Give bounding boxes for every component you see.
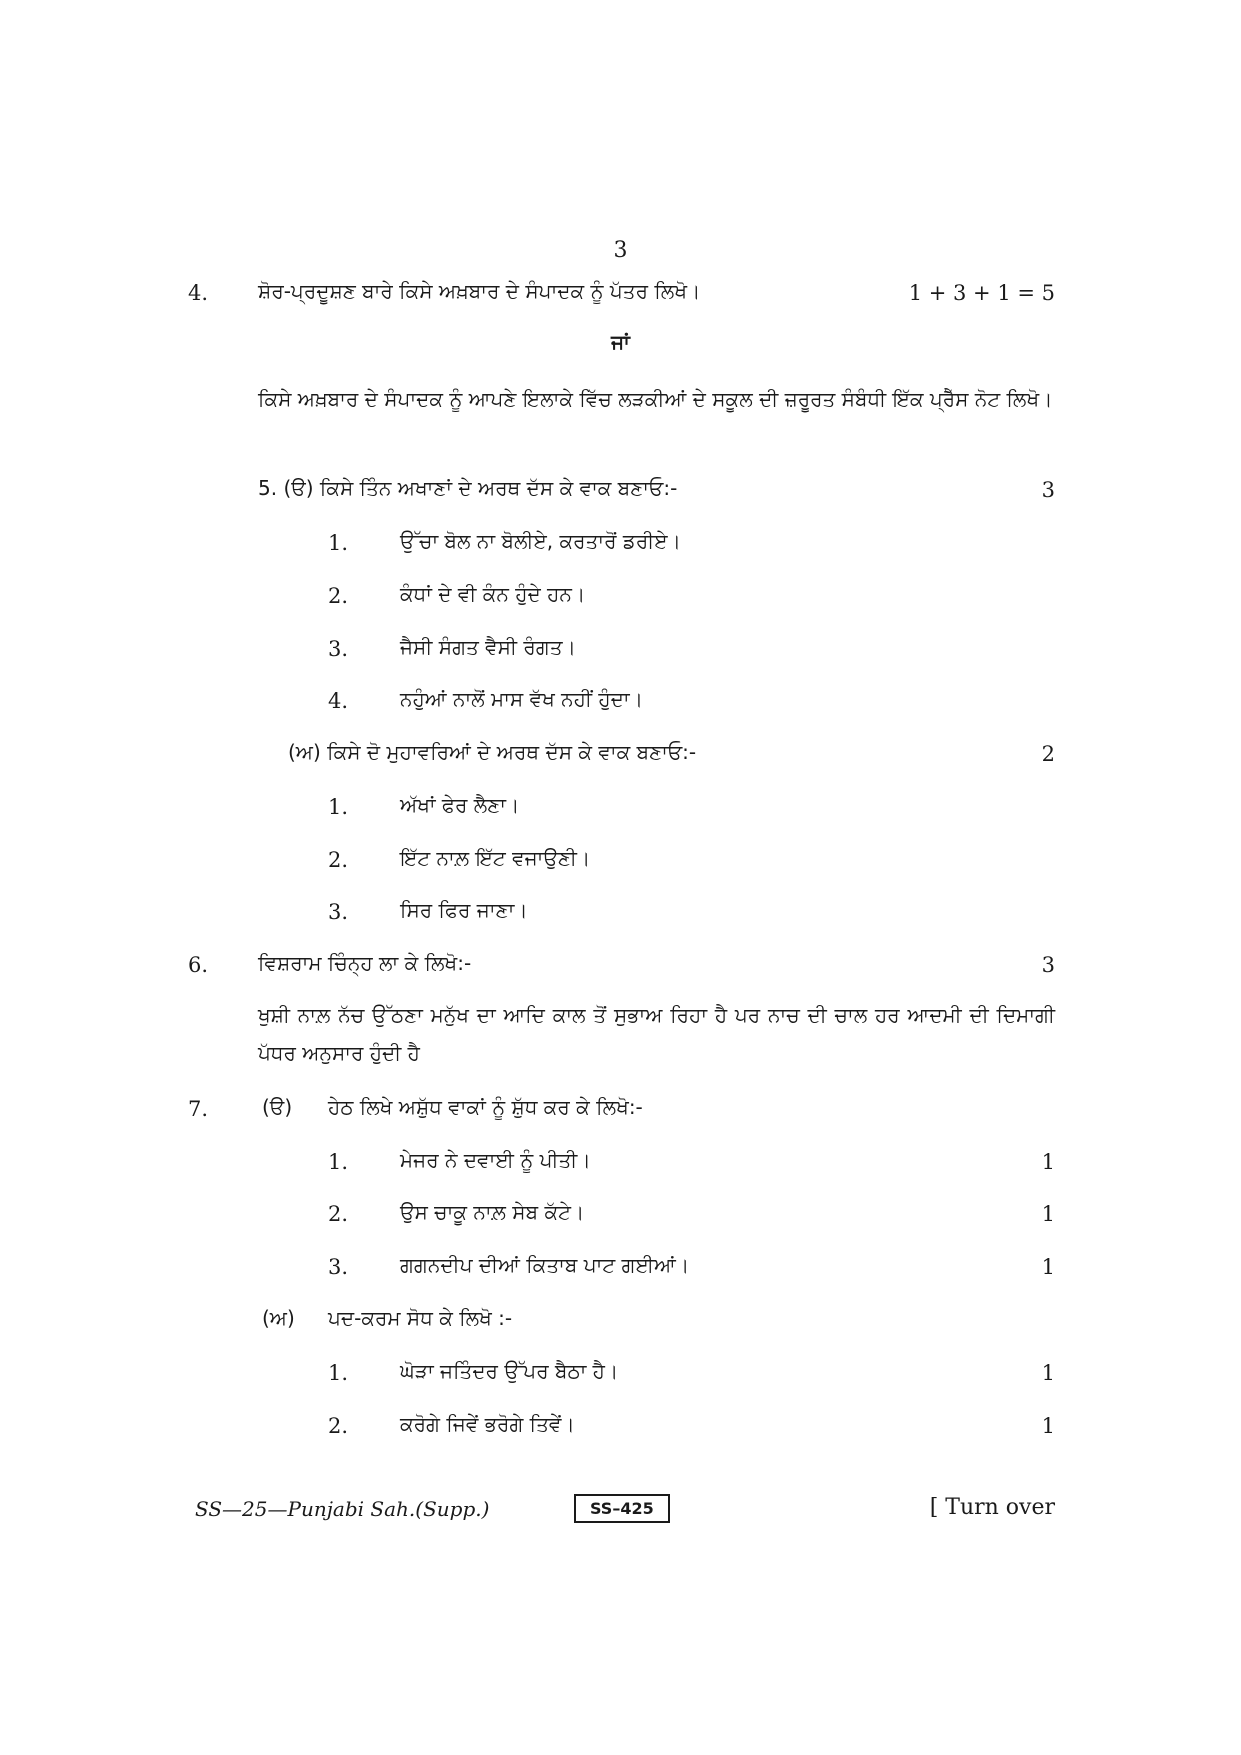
list-item-number: 3.	[328, 900, 349, 924]
question-4-marks: 1 + 3 + 1 = 5	[908, 281, 1055, 305]
question-6-number: 6.	[188, 953, 209, 977]
list-item: ਉੱਚਾ ਬੋਲ ਨਾ ਬੋਲੀਏ, ਕਰਤਾਰੋਂ ਡਰੀਏ।	[400, 529, 682, 553]
list-item-number: 1.	[328, 795, 349, 819]
question-7b-label: (ਅ)	[262, 1306, 295, 1330]
list-item: ਘੋੜਾ ਜਤਿੰਦਰ ਉੱਪਰ ਬੈਠਾ ਹੈ।	[400, 1359, 619, 1383]
list-item-number: 4.	[328, 689, 349, 713]
question-5b-heading: (ਅ) ਕਿਸੇ ਦੋ ਮੁਹਾਵਰਿਆਂ ਦੇ ਅਰਥ ਦੱਸ ਕੇ ਵਾਕ ਬਣਾਓ:-	[288, 740, 697, 764]
question-6-passage: ਖੁਸ਼ੀ ਨਾਲ਼ ਨੱਚ ਉੱਠਣਾ ਮਨੁੱਖ ਦਾ ਆਦਿ ਕਾਲ ਤੋਂ ਸੁਭਾਅ ਰਿਹਾ ਹੈ ਪਰ ਨਾਚ ਦੀ ਚਾਲ ਹਰ ਆਦਮੀ ਦੀ ਦਿਮਾਗੀ ਪੱਧਰ ਅਨੁਸਾਰ ਹੁੰਦੀ ਹੈ	[258, 1003, 1055, 1065]
footer-paper-code: SS—25—Punjabi Sah.(Supp.)	[195, 1497, 490, 1521]
list-item: ਗਗਨਦੀਪ ਦੀਆਂ ਕਿਤਾਬ ਪਾਟ ਗਈਆਂ।	[400, 1253, 690, 1277]
list-item: ਉਸ ਚਾਕੂ ਨਾਲ਼ ਸੇਬ ਕੱਟੇ।	[400, 1200, 585, 1224]
turn-over-note: [ Turn over	[929, 1495, 1055, 1520]
item-marks: 1	[1041, 1361, 1055, 1385]
list-item-number: 1.	[328, 1361, 349, 1385]
list-item-number: 3.	[328, 637, 349, 661]
list-item-number: 3.	[328, 1255, 349, 1279]
question-4-text: ਸ਼ੋਰ-ਪ੍ਰਦੂਸ਼ਣ ਬਾਰੇ ਕਿਸੇ ਅਖ਼ਬਾਰ ਦੇ ਸੰਪਾਦਕ ਨੂੰ ਪੱਤਰ ਲਿਖੋ।	[258, 279, 701, 303]
question-7-number: 7.	[188, 1097, 209, 1121]
list-item-number: 2.	[328, 1202, 349, 1226]
list-item: ਕੰਧਾਂ ਦੇ ਵੀ ਕੰਨ ਹੁੰਦੇ ਹਨ।	[400, 582, 586, 606]
question-4-alternative: ਕਿਸੇ ਅਖ਼ਬਾਰ ਦੇ ਸੰਪਾਦਕ ਨੂੰ ਆਪਣੇ ਇਲਾਕੇ ਵਿੱਚ ਲੜਕੀਆਂ ਦੇ ਸਕੂਲ ਦੀ ਜ਼ਰੂਰਤ ਸੰਬੰਧੀ ਇੱਕ ਪ੍ਰੈੱਸ ਨੋਟ ਲਿਖੋ।	[258, 387, 1053, 411]
list-item-number: 1.	[328, 531, 349, 555]
item-marks: 1	[1041, 1150, 1055, 1174]
list-item-number: 2.	[328, 584, 349, 608]
question-5a-heading: 5. (ੳ) ਕਿਸੇ ਤਿੰਨ ਅਖਾਣਾਂ ਦੇ ਅਰਥ ਦੱਸ ਕੇ ਵਾਕ ਬਣਾਓ:-	[258, 476, 678, 500]
list-item: ਇੱਟ ਨਾਲ਼ ਇੱਟ ਵਜਾਉਣੀ।	[400, 846, 591, 870]
list-item: ਜੈਸੀ ਸੰਗਤ ਵੈਸੀ ਰੰਗਤ।	[400, 635, 576, 659]
item-marks: 1	[1041, 1202, 1055, 1226]
question-7a-label: (ੳ)	[262, 1095, 293, 1119]
list-item-number: 2.	[328, 848, 349, 872]
question-5a-marks: 3	[1041, 478, 1055, 502]
footer-set-code-box: SS–425	[574, 1494, 670, 1523]
list-item: ਅੱਖਾਂ ਫੇਰ ਲੈਣਾ।	[400, 793, 520, 817]
question-7b-heading: ਪਦ-ਕਰਮ ਸੋਧ ਕੇ ਲਿਖੋ :-	[328, 1306, 513, 1330]
list-item: ਮੇਜਰ ਨੇ ਦਵਾਈ ਨੂੰ ਪੀਤੀ।	[400, 1148, 591, 1172]
page-number: 3	[613, 238, 628, 263]
or-separator: ਜਾਂ	[611, 330, 630, 354]
list-item-number: 2.	[328, 1414, 349, 1438]
question-6-marks: 3	[1041, 953, 1055, 977]
question-5b-marks: 2	[1041, 742, 1055, 766]
list-item: ਕਰੋਗੇ ਜਿਵੇਂ ਭਰੋਗੇ ਤਿਵੇਂ।	[400, 1412, 575, 1436]
question-6-text: ਵਿਸ਼ਰਾਮ ਚਿੰਨ੍ਹ ਲਾ ਕੇ ਲਿਖੋ:-	[258, 951, 472, 975]
question-7a-heading: ਹੇਠ ਲਿਖੇ ਅਸ਼ੁੱਧ ਵਾਕਾਂ ਨੂੰ ਸ਼ੁੱਧ ਕਰ ਕੇ ਲਿਖੋ:-	[328, 1095, 643, 1119]
list-item: ਨਹੁੰਆਂ ਨਾਲੋਂ ਮਾਸ ਵੱਖ ਨਹੀਂ ਹੁੰਦਾ।	[400, 687, 644, 711]
list-item-number: 1.	[328, 1150, 349, 1174]
item-marks: 1	[1041, 1255, 1055, 1279]
list-item: ਸਿਰ ਫਿਰ ਜਾਣਾ।	[400, 898, 528, 922]
question-4-number: 4.	[188, 281, 209, 305]
item-marks: 1	[1041, 1414, 1055, 1438]
